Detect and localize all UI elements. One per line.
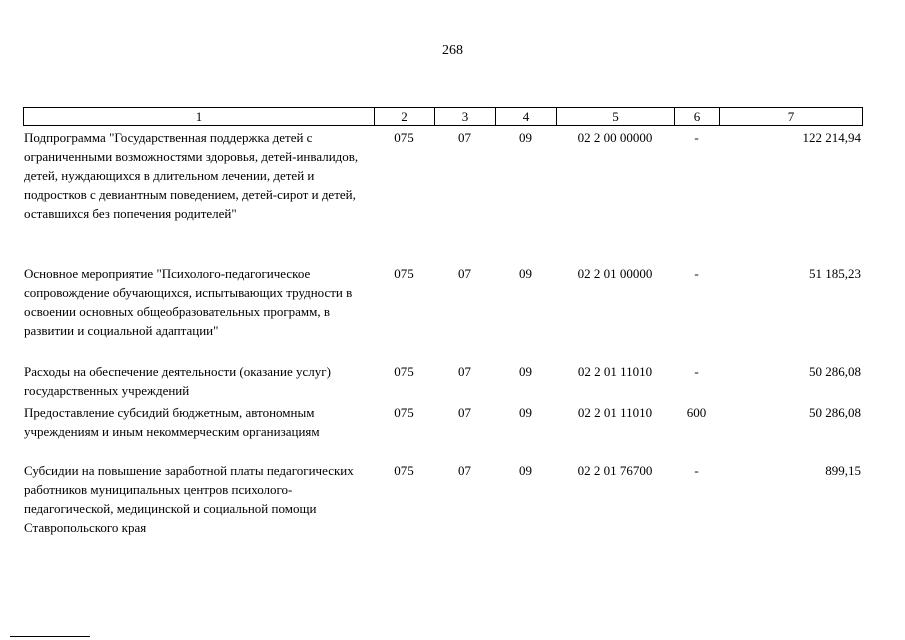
row-expense-type: - xyxy=(694,130,699,145)
row-amount: 50 286,08 xyxy=(809,364,861,379)
table-header xyxy=(23,107,863,126)
table-row xyxy=(23,403,863,461)
row-amount: 50 286,08 xyxy=(809,405,861,420)
row-subsection: 09 xyxy=(519,130,532,145)
row-subsection: 09 xyxy=(519,405,532,420)
row-target-article: 02 2 01 76700 xyxy=(577,463,653,478)
row-section: 07 xyxy=(458,266,471,281)
row-expense-type: - xyxy=(694,266,699,281)
row-admin-code: 075 xyxy=(394,266,414,281)
row-section: 07 xyxy=(458,364,471,379)
row-amount: 122 214,94 xyxy=(802,130,861,145)
table-row xyxy=(23,264,863,362)
row-name: Основное мероприятие "Психолого-педагогическое сопровождение обучающихся, испытывающих трудности в освоении основных общеобразовательных программ, в развитии и социальной адаптации" xyxy=(24,266,353,338)
row-expense-type: - xyxy=(694,463,699,478)
row-section: 07 xyxy=(458,463,471,478)
table-row xyxy=(23,461,863,541)
row-expense-type: 600 xyxy=(686,405,707,420)
row-section: 07 xyxy=(458,130,471,145)
row-expense-type: - xyxy=(694,364,699,379)
row-subsection: 09 xyxy=(519,463,532,478)
row-target-article: 02 2 01 11010 xyxy=(577,364,653,379)
header-col-6: 6 xyxy=(675,108,720,125)
row-subsection: 09 xyxy=(519,266,532,281)
footnote-divider xyxy=(10,636,90,637)
row-subsection: 09 xyxy=(519,364,532,379)
row-target-article: 02 2 00 00000 xyxy=(577,130,653,145)
row-admin-code: 075 xyxy=(394,463,414,478)
row-admin-code: 075 xyxy=(394,130,414,145)
header-col-3: 3 xyxy=(435,108,496,125)
row-name: Подпрограмма "Государственная поддержка детей с ограниченными возможностями здоровья, детей-инвалидов, детей, нуждающихся в длительном лечении, детей и подростков с девиантным поведением, детей-сирот и детей, оставшихся без попечения родителей" xyxy=(24,130,359,221)
row-amount: 899,15 xyxy=(825,463,861,478)
row-name: Расходы на обеспечение деятельности (оказание услуг) государственных учреждений xyxy=(24,364,331,398)
row-name: Субсидии на повышение заработной платы педагогических работников муниципальных центров психолого-педагогической, медицинской и социальной помощи Ставропольского края xyxy=(24,463,354,535)
row-section: 07 xyxy=(458,405,471,420)
table-row xyxy=(23,362,863,403)
table-body xyxy=(23,128,863,541)
row-target-article: 02 2 01 11010 xyxy=(577,405,653,420)
row-amount: 51 185,23 xyxy=(809,266,861,281)
page-number: 268 xyxy=(442,43,463,58)
header-col-2: 2 xyxy=(375,108,435,125)
header-col-7: 7 xyxy=(787,109,795,124)
row-admin-code: 075 xyxy=(394,364,414,379)
row-target-article: 02 2 01 00000 xyxy=(577,266,653,281)
row-admin-code: 075 xyxy=(394,405,414,420)
header-col-4: 4 xyxy=(496,108,557,125)
row-name: Предоставление субсидий бюджетным, автономным учреждениям и иным некоммерческим организациям xyxy=(24,405,320,439)
header-col-1: 1 xyxy=(24,108,375,125)
header-col-5: 5 xyxy=(557,108,675,125)
table-row xyxy=(23,128,863,264)
